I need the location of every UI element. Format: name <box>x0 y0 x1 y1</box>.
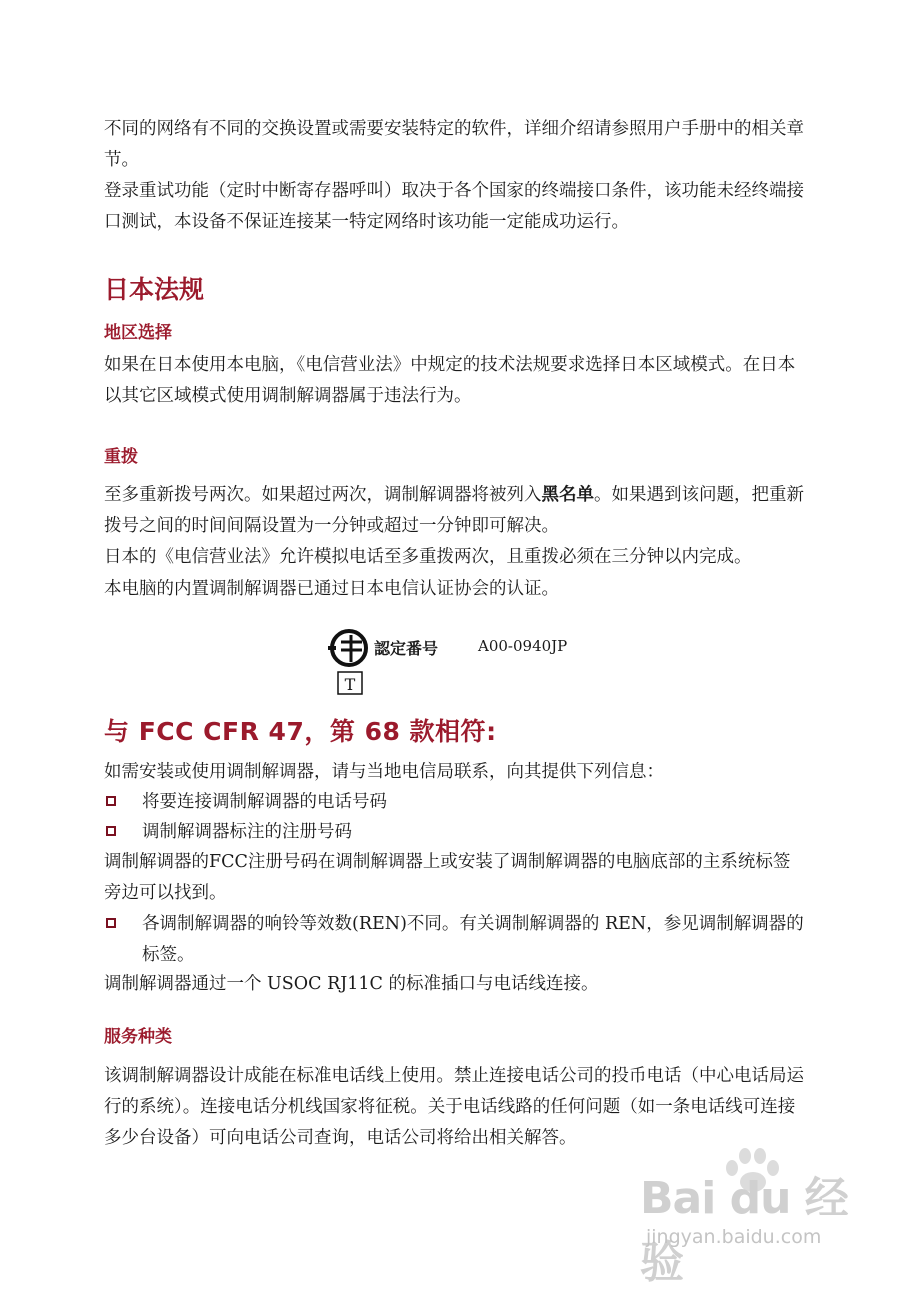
service-paragraph: 该调制解调器设计成能在标准电话线上使用。禁止连接电话公司的投币电话（中心电话局运行的系统）。连接电话分机线国家将征税。关于电话线路的任何问题（如一条电话线可连接多少台设备）可向电话公司查询，电话公司将给出相关解答。 <box>104 1066 804 1148</box>
list-item-text: 调制解调器标注的注册号码 <box>142 822 352 842</box>
japan-title: 日本法规 <box>104 275 205 304</box>
redial-text-a: 至多重新拨号两次。如果超过两次，调制解调器将被列入 <box>104 485 542 505</box>
baidu-watermark <box>640 1150 870 1288</box>
checkbox-bullet-icon <box>106 918 116 928</box>
fcc-paragraph-2: 调制解调器的FCC注册号码在调制解调器上或安装了调制解调器的电脑底部的主系统标签旁边可以找到。 <box>104 852 791 903</box>
checkbox-bullet-icon <box>106 826 116 836</box>
service-title: 服务种类 <box>104 1027 172 1047</box>
redial-paragraph-2: 日本的《电信营业法》允许模拟电话至多重拨两次，且重拨必须在三分钟以内完成。 <box>104 547 752 567</box>
fcc-title-part-c: : <box>486 717 497 746</box>
intro-paragraph-1: 不同的网络有不同的交换设置或需要安装特定的软件，详细介绍请参照用户手册中的相关章节。 <box>104 119 804 170</box>
checkbox-bullet-icon <box>106 796 116 806</box>
region-paragraph: 如果在日本使用本电脑，《电信营业法》中规定的技术法规要求选择日本区域模式。在日本以其它区域模式使用调制解调器属于违法行为。 <box>104 355 796 406</box>
list-item <box>104 817 804 848</box>
list-item-text: 将要连接调制解调器的电话号码 <box>142 792 387 812</box>
fcc-title-part-b: 第 68 款相符 <box>329 717 487 746</box>
blacklist-term: 黑名单 <box>541 485 594 505</box>
certification-mark <box>328 626 688 698</box>
redial-title: 重拨 <box>104 447 138 467</box>
list-item <box>104 787 804 818</box>
list-item <box>104 909 804 971</box>
redial-text-b: 。如果遇到该问题，把重新拨号之间的时间间隔设置为一分钟或超过一分钟即可解决。 <box>104 485 804 536</box>
watermark-url: jingyan.baidu.com <box>646 1226 822 1248</box>
intro-paragraph-2: 登录重试功能（定时中断寄存器呼叫）取决于各个国家的终端接口条件，该功能未经终端接口测试，本设备不保证连接某一特定网络时该功能一定能成功运行。 <box>104 181 804 232</box>
region-title: 地区选择 <box>104 323 172 343</box>
fcc-title <box>104 712 497 748</box>
watermark-brand: Bai du 经验 <box>640 1173 848 1288</box>
cert-label: 認定番号 <box>374 639 439 658</box>
redial-paragraph-1 <box>104 480 804 542</box>
fcc-paragraph-1: 如需安装或使用调制解调器，请与当地电信局联系，向其提供下列信息： <box>104 762 664 782</box>
list-item-text: 各调制解调器的响铃等效数(REN)不同。有关调制解调器的 REN，参见调制解调器的标签。 <box>142 914 804 965</box>
cert-number: A00-0940JP <box>478 637 568 655</box>
fcc-title-part-a: 与 FCC CFR 47， <box>104 717 330 746</box>
cert-box-letter: T <box>344 675 356 694</box>
fcc-paragraph-3: 调制解调器通过一个 USOC RJ11C 的标准插口与电话线连接。 <box>104 974 599 994</box>
telecom-certification-icon <box>328 626 372 698</box>
redial-paragraph-3: 本电脑的内置调制解调器已通过日本电信认证协会的认证。 <box>104 579 559 599</box>
